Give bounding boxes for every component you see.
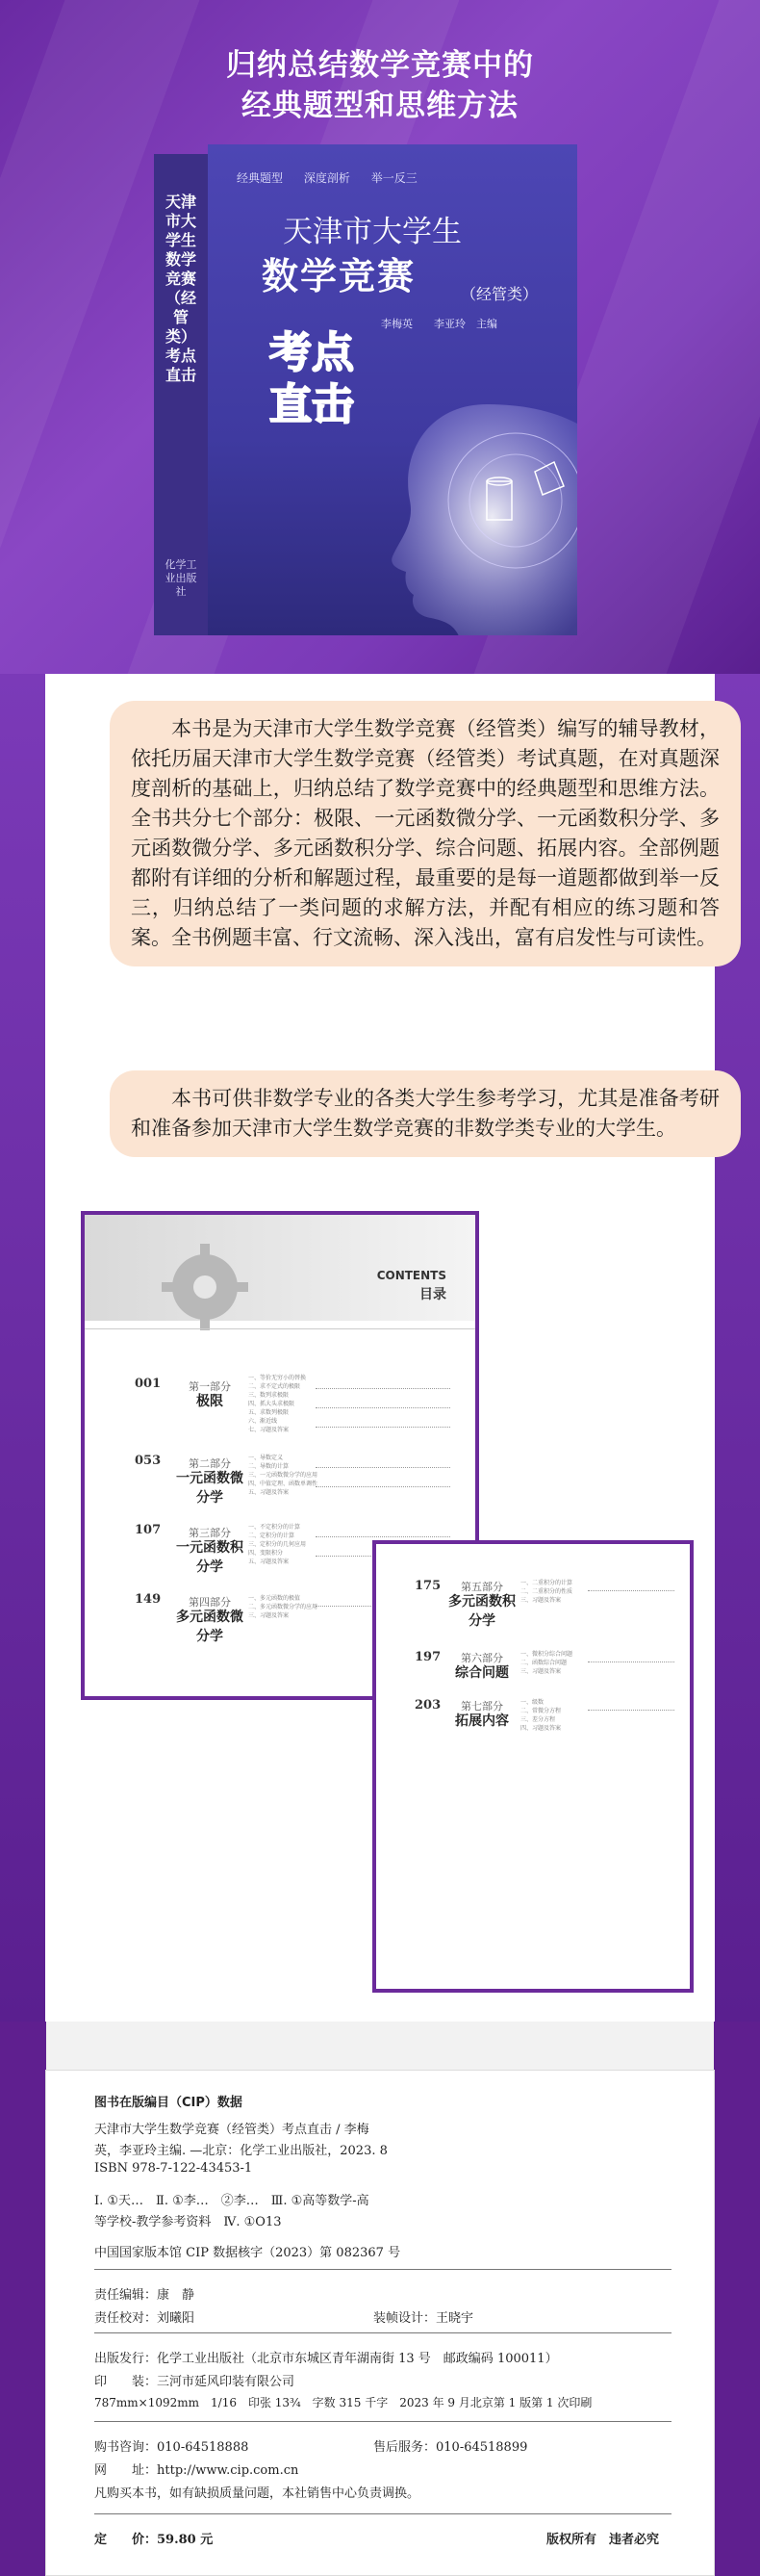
cover-tag: 经典题型 xyxy=(237,171,284,185)
left-lower-bar xyxy=(0,2022,46,2576)
cover-tag: 举一反三 xyxy=(370,171,418,185)
cip-line: 天津市大学生数学竞赛（经管类）考点直击 / 李梅 xyxy=(94,2123,369,2137)
description-para2: 本书可供非数学专业的各类大学生参考学习，尤其是准备考研和准备参加天津市大学生数学竞赛的非数学类专业的大学生。 xyxy=(110,1070,741,1157)
toc-page-2 xyxy=(372,1540,694,1993)
toc-part-label: 第三部分 xyxy=(189,1527,231,1539)
right-lower-bar xyxy=(714,2022,760,2576)
book-cover xyxy=(154,144,577,635)
cip-heading: 图书在版编目（CIP）数据 xyxy=(94,2096,242,2110)
cip-line: Ⅰ. ①天… Ⅱ. ①李… ②李… Ⅲ. ①高等数学-高 xyxy=(94,2194,369,2208)
toc-part-title: 多元函数积分学 xyxy=(448,1594,516,1629)
toc-part-page: 203 xyxy=(415,1698,442,1713)
cover-title-line1: 天津市大学生 xyxy=(283,215,462,249)
toc-part-label: 第五部分 xyxy=(461,1581,503,1593)
cip-proof: 责任校对：刘曦阳 xyxy=(94,2311,195,2326)
toc-part-label: 第四部分 xyxy=(189,1596,231,1609)
headline-line2: 经典题型和思维方法 xyxy=(241,89,519,123)
cip-page xyxy=(45,2070,715,2576)
toc-part-label: 第二部分 xyxy=(189,1457,231,1470)
toc-items: 一、等价无穷小的替换 二、求不定式的极限 三、数列求极限 四、抓大头求极限 五、求数列极限 六、渐近线 七、习题及答案 xyxy=(248,1375,307,1433)
toc-part-page: 149 xyxy=(135,1592,162,1607)
toc-items: 一、级数 二、常微分方程 三、差分方程 四、习题及答案 xyxy=(520,1699,562,1732)
toc-items: 一、多元函数的极值 二、多元函数微分学的应用 三、习题及答案 xyxy=(248,1595,318,1619)
book-spine xyxy=(154,154,208,635)
book-front xyxy=(208,144,577,635)
cip-printer: 印 装：三河市延风印装有限公司 xyxy=(94,2375,295,2389)
cip-spec: 787mm×1092mm 1/16 印张 13¾ 字数 315 千字 2023 年 9 月北京第 1 版第 1 次印刷 xyxy=(94,2396,593,2409)
cip-line: 等学校-教学参考资料 Ⅳ. ①O13 xyxy=(94,2215,282,2229)
cover-tags xyxy=(237,169,435,186)
cover-stamp xyxy=(269,327,354,431)
cover-title-paren: （经管类） xyxy=(461,285,539,303)
description-para1: 本书是为天津市大学生数学竞赛（经管类）编写的辅导教材，依托历届天津市大学生数学竞赛（经管类）考试真题，在对真题深度剖析的基础上，归纳总结了数学竞赛中的经典题型和思维方法。全书共分七个部分：极限、一元函数微分学、一元函数积分学、多元函数微分学、多元函数积分学、综合问题、拓展内容。全部例题都附有详细的分析和解题过程，最重要的是每一道题都做到举一反三，归纳总结了一类问题的求解方法，并配有相应的练习题和答案。全书例题丰富、行文流畅、深入浅出，富有启发性与可读性。 xyxy=(110,701,741,966)
toc-part-title: 多元函数微分学 xyxy=(176,1610,243,1644)
cip-line: 中国国家版本馆 CIP 数据核字（2023）第 082367 号 xyxy=(94,2246,401,2260)
contents-en: CONTENTS xyxy=(376,1269,446,1282)
toc-part-title: 拓展内容 xyxy=(455,1713,509,1729)
cip-design: 装帧设计：王晓宇 xyxy=(373,2311,474,2326)
top-banner xyxy=(0,0,760,674)
cip-rights: 版权所有 违者必究 xyxy=(546,2533,660,2547)
cip-web: 网 址：http://www.cip.com.cn xyxy=(94,2463,299,2478)
toc-part-page: 053 xyxy=(135,1454,162,1468)
toc-part-label: 第六部分 xyxy=(461,1652,503,1664)
toc-part-page: 107 xyxy=(135,1523,162,1537)
toc-part-page: 001 xyxy=(135,1377,162,1391)
headline-line1: 归纳总结数学竞赛中的 xyxy=(226,48,534,83)
toc-items: 一、二重积分的计算 二、二重积分的性质 三、习题及答案 xyxy=(520,1580,573,1604)
cover-authors: 李梅英 李亚玲 主编 xyxy=(381,318,497,330)
toc-part-label: 第一部分 xyxy=(189,1380,231,1393)
toc-part-title: 一元函数积分学 xyxy=(176,1540,243,1575)
toc-items: 一、导数定义 二、导数的计算 三、一元函数微分学的应用 四、中值定理、函数单调性 五、习题及答案 xyxy=(248,1455,318,1496)
cip-isbn: ISBN 978-7-122-43453-1 xyxy=(94,2161,253,2176)
toc-part-page: 175 xyxy=(415,1579,442,1593)
spine-publisher: 化学工业出版社 xyxy=(165,558,197,598)
cover-title-line2: 数学竞赛 xyxy=(262,255,417,297)
spine-title: 天津市大学生数学竞赛（经管类）考点直击 xyxy=(165,193,196,384)
cip-price: 定 价：59.80 元 xyxy=(94,2533,214,2547)
toc-part-title: 一元函数微分学 xyxy=(176,1471,243,1506)
cip-buy: 购书咨询：010-64518888 xyxy=(94,2440,249,2455)
cip-notice: 凡购买本书，如有缺损质量问题，本社销售中心负责调换。 xyxy=(94,2486,420,2501)
left-frame xyxy=(0,674,45,2022)
content-area xyxy=(45,674,720,2022)
cover-tag: 深度剖析 xyxy=(303,171,350,185)
toc-items: 一、微积分综合问题 二、函数综合问题 三、习题及答案 xyxy=(520,1651,573,1675)
toc-part-title: 极限 xyxy=(196,1394,223,1409)
cip-publisher: 出版发行：化学工业出版社（北京市东城区青年湖南街 13 号 邮政编码 100011） xyxy=(94,2352,558,2366)
cip-line: 英，李亚玲主编. —北京：化学工业出版社，2023. 8 xyxy=(94,2144,388,2158)
toc-items: 一、不定积分的计算 二、定积分的计算 三、定积分的几何应用 四、变限积分 五、习题及答案 xyxy=(248,1524,307,1565)
toc-part-title: 综合问题 xyxy=(455,1665,509,1681)
gear-icon xyxy=(152,1234,258,1340)
toc-header-image xyxy=(85,1215,475,1321)
cip-service: 售后服务：010-64518899 xyxy=(373,2440,528,2455)
toc-part-label: 第七部分 xyxy=(461,1700,503,1713)
stamp-line1: 考点 xyxy=(269,328,354,377)
cip-editor: 责任编辑：康 静 xyxy=(94,2288,195,2303)
contents-cn: 目录 xyxy=(419,1287,446,1302)
stamp-line2: 直击 xyxy=(269,380,354,429)
toc-part-page: 197 xyxy=(415,1650,442,1664)
head-illustration-icon xyxy=(371,395,577,635)
